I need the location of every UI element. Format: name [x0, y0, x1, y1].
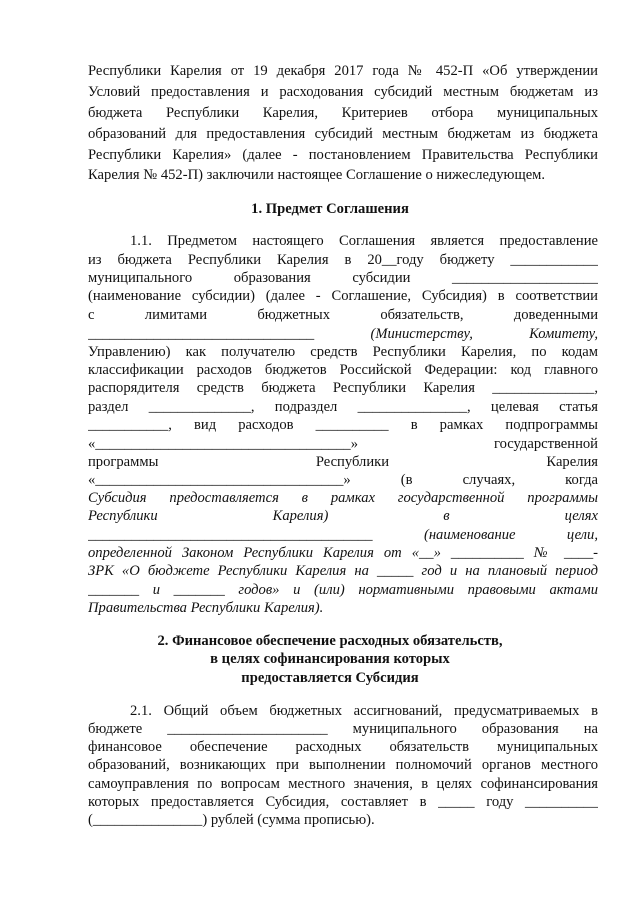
section-2-title: в целях софинансирования которых [210, 651, 450, 667]
section-2-line: бюджете ______________________ муниципального образования на [88, 721, 598, 737]
section-1-line: (наименование субсидии) (далее - Соглашение, Субсидия) в соответствии [88, 288, 598, 304]
section-1-line: Субсидия предоставляется в рамках государственной программы [88, 490, 598, 506]
section-1-line: _______________________________________ (наименование цели, [88, 527, 598, 543]
intro-line: Карелия № 452-П) заключили настоящее Соглашение о нижеследующем. [88, 167, 546, 183]
intro-line: образований для предоставления субсидий местным бюджетам из бюджета [88, 126, 598, 142]
section-2-line: 2.1. Общий объем бюджетных ассигнований, предусматриваемых в [130, 703, 598, 719]
section-1-title: 1. Предмет Соглашения [251, 201, 409, 217]
section-1-line: 1.1. Предметом настоящего Соглашения является предоставление [130, 233, 598, 249]
section-1-line: Республики Карелия) в целях [88, 508, 598, 524]
section-1-line: программы Республики Карелия [88, 454, 598, 470]
intro-line: бюджета Республики Карелия, Критериев отбора муниципальных [88, 105, 598, 121]
section-1-line: _______ и _______ годов» и (или) нормативными правовыми актами [88, 582, 598, 598]
intro-line: Республики Карелия» (далее - постановлением Правительства Республики [88, 147, 598, 163]
section-1-line: распорядителя средств бюджета Республики Карелия ______________, [88, 380, 598, 396]
section-2-title: предоставляется Субсидия [241, 670, 419, 686]
section-2-line: которых предоставляется Субсидия, составляет в _____ году __________ [88, 794, 598, 810]
section-1-line: из бюджета Республики Карелия в 20__году бюджету ____________ [88, 252, 598, 268]
section-1-line: Правительства Республики Карелия). [88, 600, 324, 616]
section-1-line: ___________, вид расходов __________ в рамках подпрограммы [88, 417, 598, 433]
section-1-line: с лимитами бюджетных обязательств, доведенными [88, 307, 598, 323]
section-1-line: определенной Законом Республики Карелия от «__» __________ № ____- [88, 545, 598, 561]
section-1-line: классификации расходов бюджетов Российской Федерации: код главного [88, 362, 598, 378]
intro-line: Республики Карелия от 19 декабря 2017 года № 452-П «Об утверждении [88, 63, 598, 79]
section-1-line: _______________________________ (Министерству, Комитету, [88, 326, 598, 342]
section-2-title: 2. Финансовое обеспечение расходных обязательств, [157, 633, 503, 649]
section-1-line: Управлению) как получателю средств Республики Карелия, по кодам [88, 344, 598, 360]
section-2-line: образований, возникающих при выполнении полномочий органов местного [88, 757, 598, 773]
section-1-line: «___________________________________» государственной [88, 436, 598, 452]
section-1-line: раздел ______________, подраздел _______________, целевая статья [88, 399, 598, 415]
section-2-line: самоуправления по вопросам местного значения, в целях софинансирования [88, 776, 598, 792]
section-2-line: финансовое обеспечение расходных обязательств муниципальных [88, 739, 598, 755]
section-1-line: муниципального образования субсидии ____________________ [88, 270, 598, 286]
section-1-line: ЗРК «О бюджете Республики Карелия на _____ год и на плановый период [88, 563, 598, 579]
section-1-line: «__________________________________» (в случаях, когда [88, 472, 598, 488]
intro-line: Условий предоставления и расходования субсидий местным бюджетам из [88, 84, 598, 100]
section-2-line: (_______________) рублей (сумма прописью). [88, 812, 375, 828]
